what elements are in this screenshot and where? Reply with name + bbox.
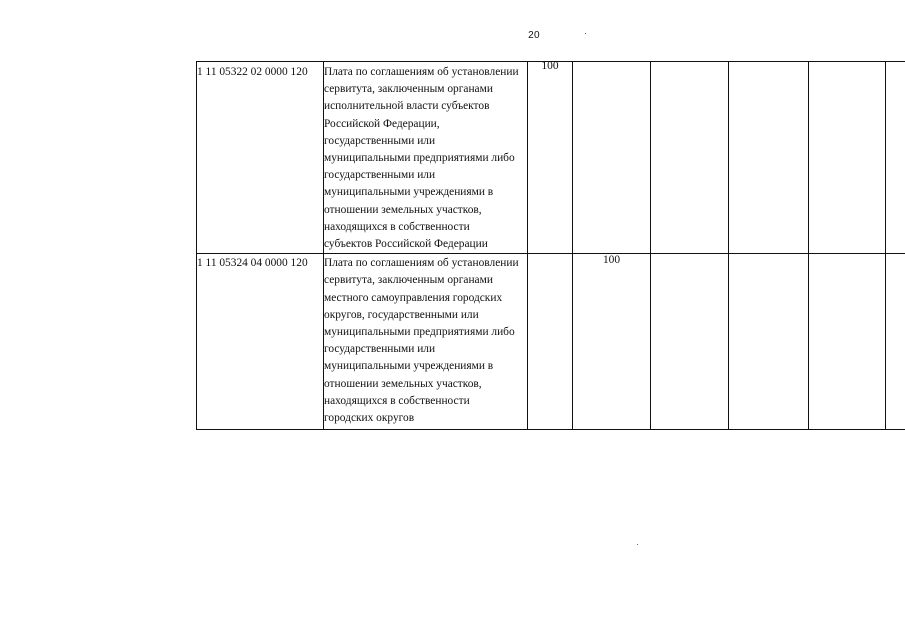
revenue-name-line: местного самоуправления городских — [324, 291, 503, 304]
revenue-distribution-table — [196, 61, 905, 430]
norm-cell — [886, 254, 905, 430]
revenue-code-cell: 1 11 05324 04 0000 120 — [197, 254, 324, 430]
norm-cell — [573, 62, 651, 254]
norm-cell — [729, 254, 809, 430]
scan-speck — [585, 33, 586, 34]
norm-cell — [651, 254, 729, 430]
norm-cell — [528, 62, 573, 254]
scan-speck — [637, 544, 638, 545]
revenue-name-line: находящихся в собственности — [324, 220, 470, 233]
revenue-name-line: находящихся в собственности — [324, 394, 470, 407]
revenue-name-line: Плата по соглашениям об установлении — [324, 257, 519, 270]
revenue-name-line: исполнительной власти субъектов — [324, 100, 490, 113]
norm-cell — [729, 62, 809, 254]
revenue-name-line: Плата по соглашениям об установлении — [324, 66, 519, 78]
revenue-code-cell: 1 11 05322 02 0000 120 — [197, 62, 324, 254]
norm-value: 100 — [541, 60, 559, 72]
norm-cell — [528, 254, 573, 430]
revenue-name-line: отношении земельных участков, — [324, 203, 482, 216]
revenue-name-cell — [324, 254, 528, 430]
revenue-name-line: городских округов — [324, 412, 415, 425]
revenue-name-line: государственными или — [324, 169, 436, 182]
revenue-name-line: сервитута, заключенным органами — [324, 274, 493, 287]
norm-cell — [651, 62, 729, 254]
revenue-name-line: муниципальными учреждениями в — [324, 186, 494, 199]
revenue-name-line: субъектов Российской Федерации — [324, 238, 488, 251]
norm-value: 100 — [602, 254, 621, 267]
norm-cell — [573, 254, 651, 430]
norm-cell — [809, 254, 886, 430]
revenue-name-cell — [324, 62, 528, 254]
table-row — [197, 254, 905, 430]
revenue-name-line: муниципальными учреждениями в — [324, 360, 494, 373]
revenue-name-line: округов, государственными или — [324, 308, 479, 321]
revenue-name-line: муниципальными предприятиями либо — [324, 152, 515, 165]
revenue-name-line: государственными или — [324, 343, 436, 356]
revenue-name-line: Российской Федерации, — [324, 117, 440, 130]
norm-cell — [809, 62, 886, 254]
table-row — [197, 62, 905, 254]
revenue-name-line: государственными или — [324, 134, 436, 147]
page-number: 20 — [528, 30, 540, 41]
revenue-name-line: сервитута, заключенным органами — [324, 83, 493, 96]
revenue-name-line: муниципальными предприятиями либо — [324, 326, 515, 339]
norm-cell — [886, 62, 905, 254]
revenue-name-line: отношении земельных участков, — [324, 377, 482, 390]
